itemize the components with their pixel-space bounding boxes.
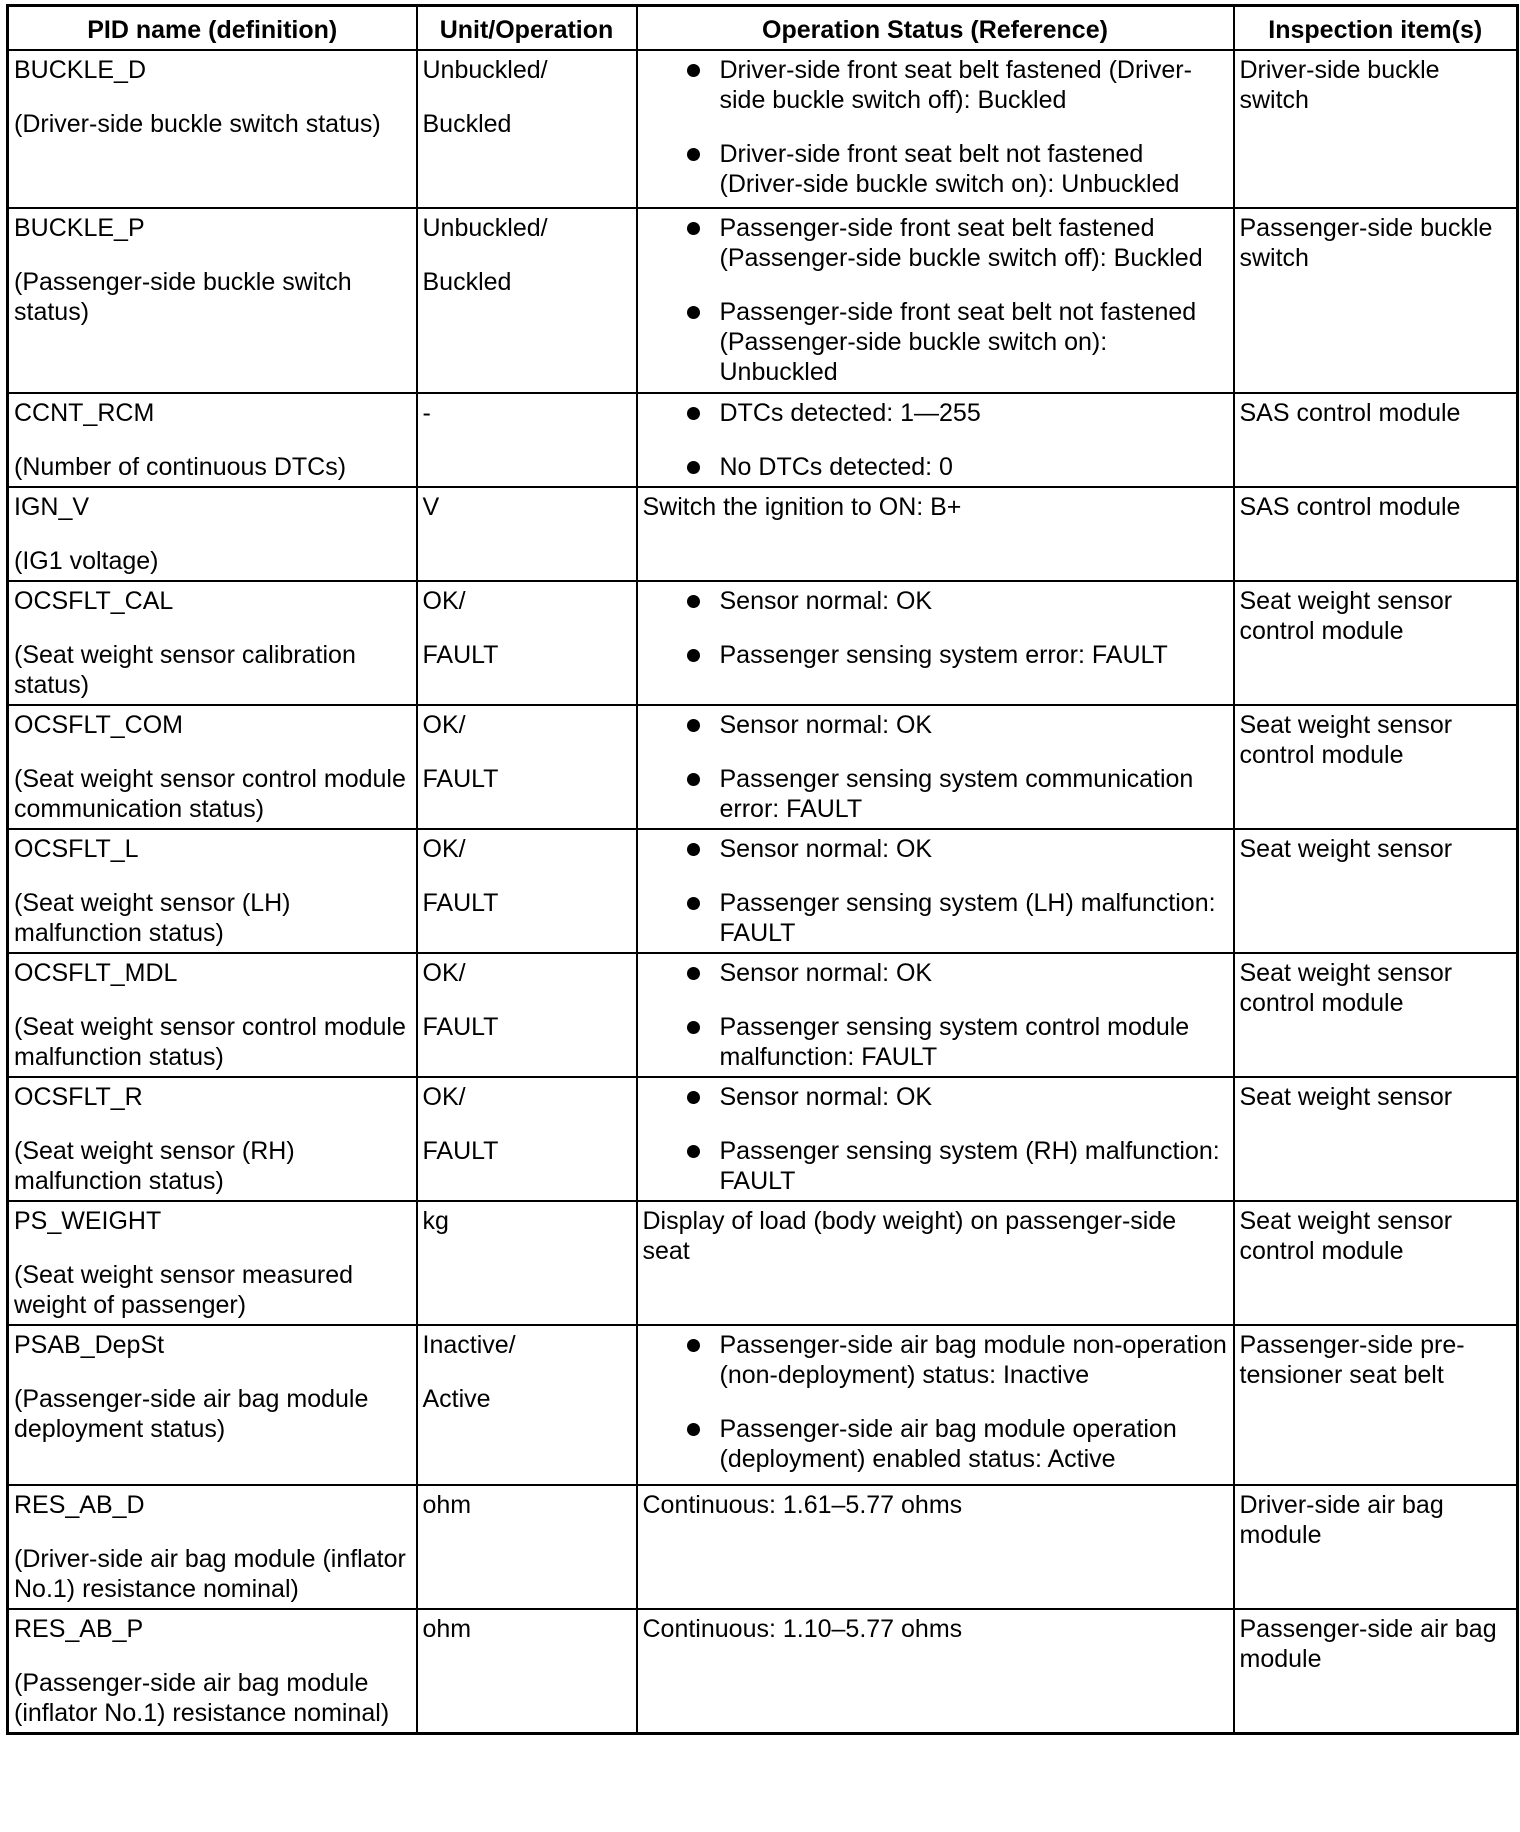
inspection-item: SAS control module [1239, 493, 1461, 521]
status-text: Passenger-side front seat belt fastened (Passenger-side buckle switch off): Buckled [719, 214, 1203, 272]
status-item [643, 452, 1228, 482]
unit-value: OK/ [422, 959, 466, 987]
pid-table-sheet [6, 4, 1516, 1735]
status-list [643, 586, 1228, 670]
status-item [643, 586, 1228, 616]
pid-cell [8, 1325, 417, 1485]
status-item [643, 398, 1228, 428]
status-cell [637, 953, 1234, 1077]
status-text: Sensor normal: OK [719, 959, 933, 987]
status-text: Passenger sensing system control module malfunction: FAULT [719, 1013, 1190, 1071]
inspection-item: Seat weight sensor control module [1239, 711, 1453, 769]
status-item [643, 888, 1228, 948]
bullet-icon [687, 461, 700, 474]
unit-cell [417, 1609, 637, 1734]
status-list [643, 710, 1228, 824]
unit-value: - [422, 399, 431, 427]
unit-value: kg [422, 1207, 449, 1235]
status-item [643, 1414, 1228, 1474]
inspection-cell [1234, 829, 1518, 953]
inspection-cell [1234, 208, 1518, 393]
bullet-icon [687, 1423, 700, 1436]
table-row [8, 50, 1518, 208]
unit-value: FAULT [422, 641, 499, 669]
pid-name: OCSFLT_MDL [14, 959, 178, 987]
unit-cell [417, 393, 637, 487]
unit-cell [417, 705, 637, 829]
bullet-icon [687, 1091, 700, 1104]
status-cell [637, 50, 1234, 208]
status-cell [637, 1325, 1234, 1485]
status-item [643, 764, 1228, 824]
status-item [643, 958, 1228, 988]
bullet-icon [687, 843, 700, 856]
status-text: Passenger-side air bag module operation (deployment) enabled status: Active [719, 1415, 1177, 1473]
unit-value: OK/ [422, 835, 466, 863]
pid-cell [8, 1201, 417, 1325]
unit-cell [417, 208, 637, 393]
status-list [643, 1330, 1228, 1474]
status-text: Sensor normal: OK [719, 835, 933, 863]
inspection-cell [1234, 50, 1518, 208]
unit-value: Inactive/ [422, 1331, 516, 1359]
table-row [8, 1609, 1518, 1734]
pid-name: OCSFLT_COM [14, 711, 183, 739]
inspection-item: SAS control module [1239, 399, 1461, 427]
pid-cell [8, 1609, 417, 1734]
status-cell [637, 829, 1234, 953]
unit-value: FAULT [422, 765, 499, 793]
pid-definition: (Seat weight sensor control module malfunction status) [14, 1013, 406, 1071]
status-text: No DTCs detected: 0 [719, 453, 953, 481]
status-text: Continuous: 1.10–5.77 ohms [642, 1615, 963, 1643]
inspection-cell [1234, 1325, 1518, 1485]
table-row [8, 487, 1518, 581]
status-list [643, 398, 1228, 482]
unit-value: V [422, 493, 440, 521]
pid-definition: (IG1 voltage) [14, 547, 159, 575]
inspection-cell [1234, 487, 1518, 581]
table-row [8, 953, 1518, 1077]
bullet-icon [687, 407, 700, 420]
status-cell [637, 1609, 1234, 1734]
inspection-cell [1234, 581, 1518, 705]
bullet-icon [687, 64, 700, 77]
status-list [643, 55, 1228, 199]
unit-value: ohm [422, 1615, 472, 1643]
pid-name: RES_AB_D [14, 1491, 145, 1519]
status-item [643, 640, 1228, 670]
unit-value: Active [422, 1385, 491, 1413]
unit-value: FAULT [422, 1137, 499, 1165]
bullet-icon [687, 1339, 700, 1352]
inspection-cell [1234, 1609, 1518, 1734]
status-cell [637, 393, 1234, 487]
bullet-icon [687, 222, 700, 235]
unit-value: Unbuckled/ [422, 214, 548, 242]
inspection-item: Seat weight sensor [1239, 1083, 1453, 1111]
pid-name: OCSFLT_CAL [14, 587, 174, 615]
status-cell [637, 1201, 1234, 1325]
pid-definition: (Seat weight sensor measured weight of passenger) [14, 1261, 354, 1319]
pid-name: PS_WEIGHT [14, 1207, 162, 1235]
inspection-cell [1234, 393, 1518, 487]
inspection-cell [1234, 1485, 1518, 1609]
unit-cell [417, 1485, 637, 1609]
pid-definition: (Passenger-side buckle switch status) [14, 268, 352, 326]
unit-cell [417, 1077, 637, 1201]
status-text: Passenger-side air bag module non-operation (non-deployment) status: Inactive [719, 1331, 1227, 1389]
pid-cell [8, 208, 417, 393]
pid-cell [8, 393, 417, 487]
status-list [643, 958, 1228, 1072]
status-item [643, 139, 1228, 199]
pid-definition: (Driver-side air bag module (inflator No.1) resistance nominal) [14, 1545, 406, 1603]
pid-cell [8, 953, 417, 1077]
pid-cell [8, 50, 417, 208]
inspection-item: Passenger-side pre-tensioner seat belt [1239, 1331, 1465, 1389]
status-text: Passenger sensing system communication error: FAULT [719, 765, 1194, 823]
status-list [643, 1082, 1228, 1196]
pid-definition: (Seat weight sensor calibration status) [14, 641, 356, 699]
inspection-cell [1234, 953, 1518, 1077]
bullet-icon [687, 719, 700, 732]
unit-value: ohm [422, 1491, 472, 1519]
pid-name: IGN_V [14, 493, 90, 521]
table-row [8, 829, 1518, 953]
unit-cell [417, 50, 637, 208]
table-row [8, 1485, 1518, 1609]
header-operation-status: Operation Status (Reference) [637, 6, 1234, 51]
status-text: Switch the ignition to ON: B+ [642, 493, 962, 521]
status-item [643, 213, 1228, 273]
inspection-item: Passenger-side air bag module [1239, 1615, 1497, 1673]
status-text: Passenger sensing system error: FAULT [719, 641, 1168, 669]
status-item [643, 55, 1228, 115]
status-text: DTCs detected: 1—255 [719, 399, 981, 427]
table-row [8, 581, 1518, 705]
status-item [643, 1136, 1228, 1196]
table-row [8, 208, 1518, 393]
status-text: Driver-side front seat belt fastened (Driver-side buckle switch off): Buckled [719, 56, 1192, 114]
unit-cell [417, 487, 637, 581]
inspection-cell [1234, 1201, 1518, 1325]
status-item [643, 1330, 1228, 1390]
inspection-item: Driver-side buckle switch [1239, 56, 1440, 114]
status-item [643, 297, 1228, 387]
inspection-item: Driver-side air bag module [1239, 1491, 1444, 1549]
pid-definition: (Driver-side buckle switch status) [14, 110, 381, 138]
status-text: Sensor normal: OK [719, 587, 933, 615]
pid-name: PSAB_DepSt [14, 1331, 165, 1359]
table-header-row [8, 6, 1518, 51]
pid-definition: (Passenger-side air bag module deployment status) [14, 1385, 369, 1443]
inspection-cell [1234, 1077, 1518, 1201]
pid-definition: (Seat weight sensor (LH) malfunction status) [14, 889, 291, 947]
pid-cell [8, 1077, 417, 1201]
bullet-icon [687, 1021, 700, 1034]
unit-value: OK/ [422, 1083, 466, 1111]
pid-cell [8, 829, 417, 953]
pid-definition: (Passenger-side air bag module (inflator No.1) resistance nominal) [14, 1669, 390, 1727]
unit-value: OK/ [422, 711, 466, 739]
pid-cell [8, 581, 417, 705]
pid-name: OCSFLT_R [14, 1083, 143, 1111]
pid-definition: (Number of continuous DTCs) [14, 453, 347, 481]
bullet-icon [687, 148, 700, 161]
status-list [643, 213, 1228, 387]
status-item [643, 1012, 1228, 1072]
inspection-cell [1234, 705, 1518, 829]
table-row [8, 1325, 1518, 1485]
unit-value: FAULT [422, 1013, 499, 1041]
pid-table [6, 4, 1519, 1735]
table-row [8, 1077, 1518, 1201]
table-row [8, 1201, 1518, 1325]
status-text: Continuous: 1.61–5.77 ohms [642, 1491, 963, 1519]
bullet-icon [687, 306, 700, 319]
status-text: Driver-side front seat belt not fastened (Driver-side buckle switch on): Unbuckled [719, 140, 1180, 198]
status-list [643, 834, 1228, 948]
status-item [643, 710, 1228, 740]
pid-cell [8, 705, 417, 829]
unit-cell [417, 953, 637, 1077]
unit-cell [417, 1325, 637, 1485]
status-text: Passenger sensing system (RH) malfunction: FAULT [719, 1137, 1220, 1195]
bullet-icon [687, 773, 700, 786]
unit-cell [417, 1201, 637, 1325]
pid-name: CCNT_RCM [14, 399, 155, 427]
pid-name: BUCKLE_D [14, 56, 146, 84]
header-pid-name: PID name (definition) [8, 6, 417, 51]
status-cell [637, 581, 1234, 705]
unit-value: Buckled [422, 268, 512, 296]
status-text: Passenger sensing system (LH) malfunction: FAULT [719, 889, 1216, 947]
pid-cell [8, 487, 417, 581]
status-item [643, 834, 1228, 864]
inspection-item: Seat weight sensor control module [1239, 587, 1453, 645]
pid-name: RES_AB_P [14, 1615, 144, 1643]
unit-value: Unbuckled/ [422, 56, 548, 84]
inspection-item: Passenger-side buckle switch [1239, 214, 1493, 272]
table-body [8, 50, 1518, 1734]
bullet-icon [687, 595, 700, 608]
pid-definition: (Seat weight sensor (RH) malfunction status) [14, 1137, 295, 1195]
pid-definition: (Seat weight sensor control module communication status) [14, 765, 406, 823]
bullet-icon [687, 967, 700, 980]
table-row [8, 705, 1518, 829]
status-cell [637, 487, 1234, 581]
table-row [8, 393, 1518, 487]
status-cell [637, 705, 1234, 829]
bullet-icon [687, 1145, 700, 1158]
inspection-item: Seat weight sensor control module [1239, 1207, 1453, 1265]
bullet-icon [687, 649, 700, 662]
status-text: Sensor normal: OK [719, 1083, 933, 1111]
status-cell [637, 1485, 1234, 1609]
bullet-icon [687, 897, 700, 910]
unit-value: Buckled [422, 110, 512, 138]
unit-cell [417, 829, 637, 953]
unit-cell [417, 581, 637, 705]
inspection-item: Seat weight sensor control module [1239, 959, 1453, 1017]
unit-value: OK/ [422, 587, 466, 615]
status-cell [637, 208, 1234, 393]
status-item [643, 1082, 1228, 1112]
pid-name: BUCKLE_P [14, 214, 145, 242]
status-cell [637, 1077, 1234, 1201]
header-inspection-items: Inspection item(s) [1234, 6, 1518, 51]
pid-cell [8, 1485, 417, 1609]
inspection-item: Seat weight sensor [1239, 835, 1453, 863]
unit-value: FAULT [422, 889, 499, 917]
pid-name: OCSFLT_L [14, 835, 139, 863]
status-text: Display of load (body weight) on passenger-side seat [642, 1207, 1177, 1265]
status-text: Sensor normal: OK [719, 711, 933, 739]
header-unit-operation: Unit/Operation [417, 6, 637, 51]
status-text: Passenger-side front seat belt not fastened (Passenger-side buckle switch on): Unbuckled [719, 298, 1197, 386]
